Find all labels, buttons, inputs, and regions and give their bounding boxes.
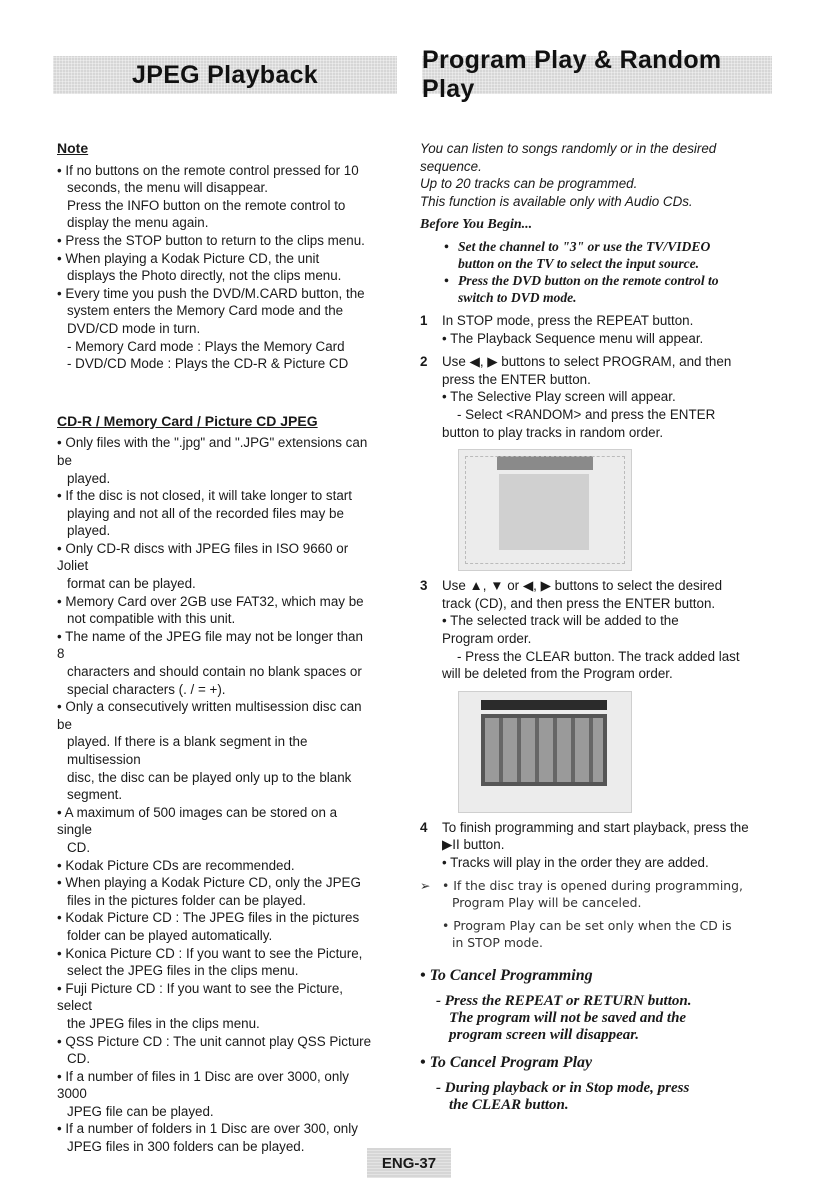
text-line: played. If there is a blank segment in the multisession [67, 734, 308, 767]
text-line: button to play tracks in random order. [442, 424, 664, 440]
text-line: switch to DVD mode. [458, 289, 577, 305]
step-2-text [442, 353, 780, 441]
text-line: • The name of the JPEG file may not be longer than 8 [57, 628, 363, 662]
text-line: Program Play will be canceled. [452, 895, 642, 911]
text-line: characters and should contain no blank spaces or [67, 664, 362, 680]
list-item [57, 540, 372, 593]
note-list [57, 162, 372, 373]
text-line: format can be played. [67, 576, 196, 592]
text-line: • Set the channel to "3" or use the TV/VIDEO [458, 238, 711, 254]
list-item [57, 434, 372, 487]
list-item [57, 909, 372, 944]
text-line: segment. [67, 787, 123, 803]
step-2 [420, 353, 780, 441]
step-number: 2 [420, 354, 428, 370]
text-line: CD. [67, 839, 91, 855]
list-item [57, 804, 372, 857]
text-line: Up to 20 tracks can be programmed. [420, 176, 638, 192]
text-line: • Fuji Picture CD : If you want to see the Picture, select [57, 980, 344, 1014]
text-line: The program will not be saved and the [449, 1010, 687, 1027]
text-line: • Every time you push the DVD/M.CARD button, the [57, 285, 365, 301]
text-line: the JPEG files in the clips menu. [67, 1015, 260, 1031]
step-number: 3 [420, 578, 428, 594]
list-item [57, 874, 372, 909]
text-line: To finish programming and start playback, press the [442, 819, 749, 835]
list-item [57, 1120, 372, 1155]
text-line: JPEG files in 300 folders can be played. [67, 1139, 305, 1155]
step-4-text [442, 819, 780, 872]
text-line: Use ▲, ▼ or ◀, ▶ buttons to select the desired [442, 578, 723, 594]
text-line: ▶II button. [442, 837, 505, 853]
cancel-program-play-text [420, 1080, 780, 1114]
list-item [57, 593, 372, 628]
list-item [57, 945, 372, 980]
text-line: • Press the DVD button on the remote control to [458, 272, 719, 288]
text-line: press the ENTER button. [442, 371, 591, 387]
text-line: - Memory Card mode : Plays the Memory Card [67, 338, 345, 354]
text-line: Press the INFO button on the remote control to [67, 197, 346, 213]
section-banner-jpeg-playback [53, 56, 397, 94]
list-item [57, 628, 372, 698]
text-line: not compatible with this unit. [67, 611, 236, 627]
text-line: - During playback or in Stop mode, press [436, 1079, 690, 1096]
cancel-programming-text [420, 993, 780, 1044]
note-arrow-icon: ➢ [420, 878, 431, 894]
text-line: display the menu again. [67, 215, 209, 231]
text-line: - Select <RANDOM> and press the ENTER [457, 406, 716, 422]
text-line: • Kodak Picture CDs are recommended. [57, 857, 295, 873]
text-line: CD. [67, 1051, 91, 1067]
text-line: played. [67, 523, 111, 539]
section-title: JPEG Playback [132, 60, 318, 89]
text-line: folder can be played automatically. [67, 927, 273, 943]
text-line: seconds, the menu will disappear. [67, 180, 268, 196]
text-line: • QSS Picture CD : The unit cannot play QSS Picture [57, 1033, 372, 1049]
before-you-begin-heading: Before You Begin... [420, 217, 533, 233]
note-heading: Note [57, 140, 89, 156]
text-line: • When playing a Kodak Picture CD, only the JPEG [57, 875, 361, 891]
right-column [420, 140, 780, 1114]
text-line: JPEG file can be played. [67, 1103, 214, 1119]
text-line: • Only files with the ".jpg" and ".JPG" extensions can be [57, 435, 368, 468]
list-item [57, 162, 372, 232]
text-line: • Kodak Picture CD : The JPEG files in the pictures [57, 910, 360, 926]
text-line: files in the pictures folder can be played. [67, 892, 306, 908]
text-line: button on the TV to select the input source. [458, 255, 700, 271]
jpeg-notes-list [57, 434, 372, 1155]
list-item [57, 487, 372, 540]
step-1-text [442, 312, 780, 347]
text-line: Program order. [442, 630, 532, 646]
text-line: • The Selective Play screen will appear. [442, 389, 676, 405]
text-line: the CLEAR button. [449, 1096, 569, 1113]
list-item [442, 917, 743, 951]
list-item [57, 1033, 372, 1068]
text-line: • When playing a Kodak Picture CD, the unit [57, 250, 320, 266]
step-3-text [442, 577, 780, 683]
list-item [57, 1068, 372, 1121]
list-item [57, 232, 372, 250]
jpeg-section-heading: CD-R / Memory Card / Picture CD JPEG [57, 412, 318, 429]
before-you-begin-list [420, 238, 780, 306]
random-screen-image [458, 449, 632, 571]
list-item [444, 272, 780, 306]
page-number: ENG-37 [367, 1148, 451, 1178]
text-line: - Press the CLEAR button. The track added last [457, 648, 740, 664]
text-line: DVD/CD mode in turn. [67, 320, 201, 336]
text-line: - Press the REPEAT or RETURN button. [436, 993, 692, 1010]
section-banner-program-play [422, 46, 772, 103]
program-order-screen-image [458, 691, 632, 813]
text-line: displays the Photo directly, not the clips menu. [67, 268, 342, 284]
list-item [57, 980, 372, 1033]
text-line: special characters (. / = +). [67, 681, 226, 697]
text-line: • Only a consecutively written multisession disc can be [57, 699, 362, 732]
left-column [57, 140, 372, 1156]
text-line: system enters the Memory Card mode and the [67, 303, 344, 319]
list-item [57, 698, 372, 804]
step-1 [420, 312, 780, 347]
text-line: disc, the disc can be played only up to the blank [67, 769, 352, 785]
step-3 [420, 577, 780, 683]
text-line: playing and not all of the recorded files may be [67, 505, 344, 521]
text-line: • If the disc is not closed, it will take longer to start [57, 488, 352, 504]
list-item [442, 877, 743, 911]
text-line: • Tracks will play in the order they are added. [442, 854, 709, 870]
text-line: • The selected track will be added to the [442, 613, 679, 629]
text-line: select the JPEG files in the clips menu. [67, 963, 299, 979]
text-line: • Only CD-R discs with JPEG files in ISO 9660 or Joliet [57, 540, 349, 574]
text-line: • Press the STOP button to return to the clips menu. [57, 232, 365, 248]
cancel-program-play-heading: • To Cancel Program Play [420, 1054, 593, 1072]
text-line: in STOP mode. [452, 935, 543, 951]
text-line: • Program Play can be set only when the CD is [442, 918, 732, 934]
list-item [57, 857, 372, 875]
text-line: • A maximum of 500 images can be stored on a single [57, 804, 338, 838]
intro-text [420, 140, 780, 210]
text-line: You can listen to songs randomly or in the desired [420, 141, 717, 156]
list-item [444, 238, 780, 272]
text-line: sequence. [420, 158, 482, 174]
step-4 [420, 819, 780, 872]
step-number: 4 [420, 819, 428, 835]
text-line: played. [67, 470, 111, 486]
list-item [57, 250, 372, 285]
step-number: 1 [420, 312, 428, 328]
text-line: will be deleted from the Program order. [442, 666, 673, 682]
text-line: • If no buttons on the remote control pressed for 10 [57, 162, 359, 178]
text-line: track (CD), and then press the ENTER button. [442, 595, 716, 611]
text-line: • The Playback Sequence menu will appear. [442, 330, 704, 346]
program-note [420, 877, 780, 957]
text-line: - DVD/CD Mode : Plays the CD-R & Picture CD [67, 356, 349, 372]
text-line: • Memory Card over 2GB use FAT32, which may be [57, 593, 364, 609]
cancel-programming-heading: • To Cancel Programming [420, 967, 593, 985]
list-item [57, 285, 372, 373]
section-title: Program Play & Random Play [422, 46, 722, 103]
text-line: • If the disc tray is opened during programming, [442, 878, 743, 894]
text-line: This function is available only with Audio CDs. [420, 193, 693, 209]
text-line: Use ◀, ▶ buttons to select PROGRAM, and then [442, 354, 732, 370]
text-line: • If a number of files in 1 Disc are over 3000, only 3000 [57, 1068, 349, 1102]
text-line: • If a number of folders in 1 Disc are over 300, only [57, 1121, 358, 1137]
text-line: • Konica Picture CD : If you want to see the Picture, [57, 945, 363, 961]
program-note-text [442, 877, 743, 957]
text-line: program screen will disappear. [449, 1027, 640, 1044]
text-line: In STOP mode, press the REPEAT button. [442, 312, 694, 328]
